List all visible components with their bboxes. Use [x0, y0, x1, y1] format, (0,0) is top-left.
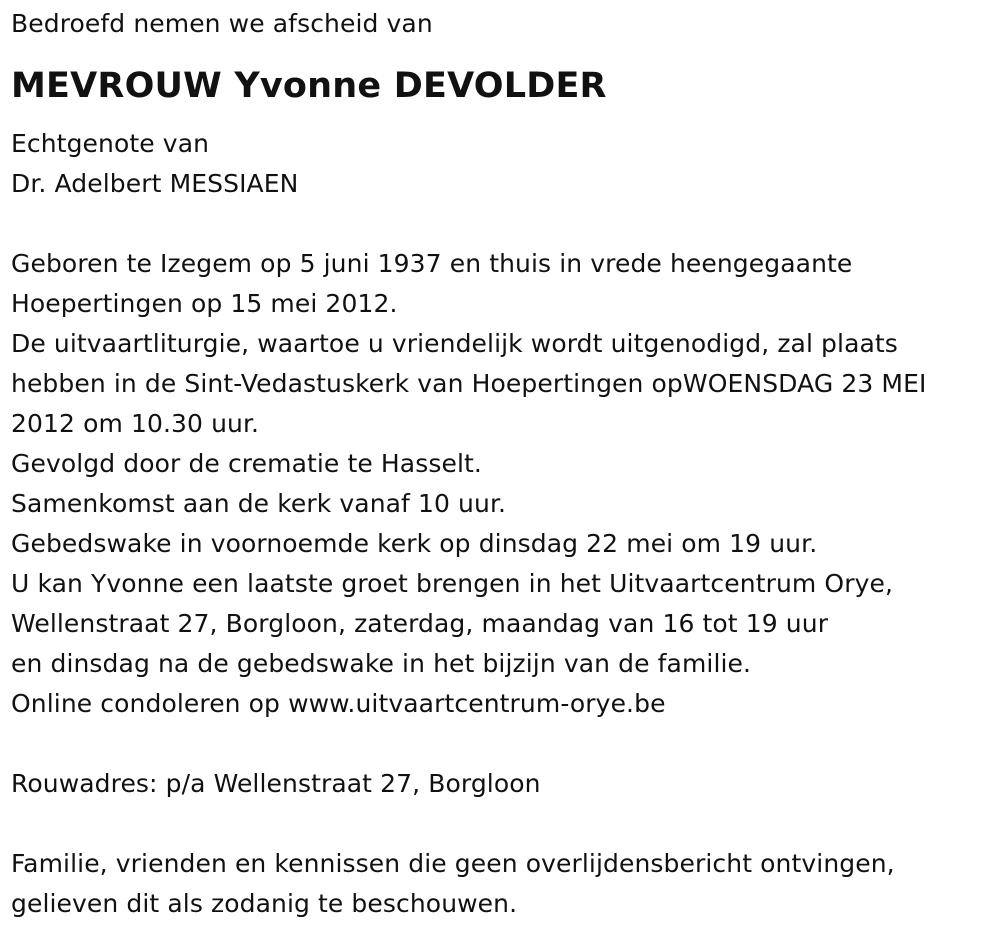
- spouse-name: Dr. Adelbert MESSIAEN: [11, 169, 299, 198]
- detail-line: Gevolgd door de crematie te Hasselt.: [11, 449, 482, 478]
- detail-line: Hoepertingen op 15 mei 2012.: [11, 289, 398, 318]
- spacer: [11, 804, 996, 844]
- detail-line: Wellenstraat 27, Borgloon, zaterdag, maandag van 16 tot 19 uur: [11, 609, 829, 638]
- detail-line: en dinsdag na de gebedswake in het bijzijn van de familie.: [11, 649, 752, 678]
- deceased-name: MEVROUW Yvonne DEVOLDER: [11, 66, 607, 106]
- spouse-intro: Echtgenote van: [11, 129, 210, 158]
- details-block: [11, 244, 996, 724]
- spacer: [11, 724, 996, 764]
- spacer: [11, 204, 996, 244]
- closing-line: Familie, vrienden en kennissen die geen overlijdensbericht ontvingen,: [11, 849, 895, 878]
- detail-line: De uitvaartliturgie, waartoe u vriendelijk wordt uitgenodigd, zal plaats: [11, 329, 898, 358]
- detail-line: Geboren te Izegem op 5 juni 1937 en thuis in vrede heengegaante: [11, 249, 853, 278]
- detail-line: Gebedswake in voornoemde kerk op dinsdag 22 mei om 19 uur.: [11, 529, 818, 558]
- closing-line: gelieven dit als zodanig te beschouwen.: [11, 889, 518, 918]
- detail-line: hebben in de Sint-Vedastuskerk van Hoepertingen opWOENSDAG 23 MEI: [11, 369, 927, 398]
- mourning-address: Rouwadres: p/a Wellenstraat 27, Borgloon: [11, 769, 541, 798]
- detail-line: 2012 om 10.30 uur.: [11, 409, 260, 438]
- intro-text: Bedroefd nemen we afscheid van: [11, 9, 433, 38]
- death-notice: [11, 4, 996, 924]
- detail-line: U kan Yvonne een laatste groet brengen in het Uitvaartcentrum Orye,: [11, 569, 894, 598]
- detail-line: Samenkomst aan de kerk vanaf 10 uur.: [11, 489, 507, 518]
- closing-block: [11, 844, 996, 924]
- condolence-link-line: Online condoleren op www.uitvaartcentrum-orye.be: [11, 689, 666, 718]
